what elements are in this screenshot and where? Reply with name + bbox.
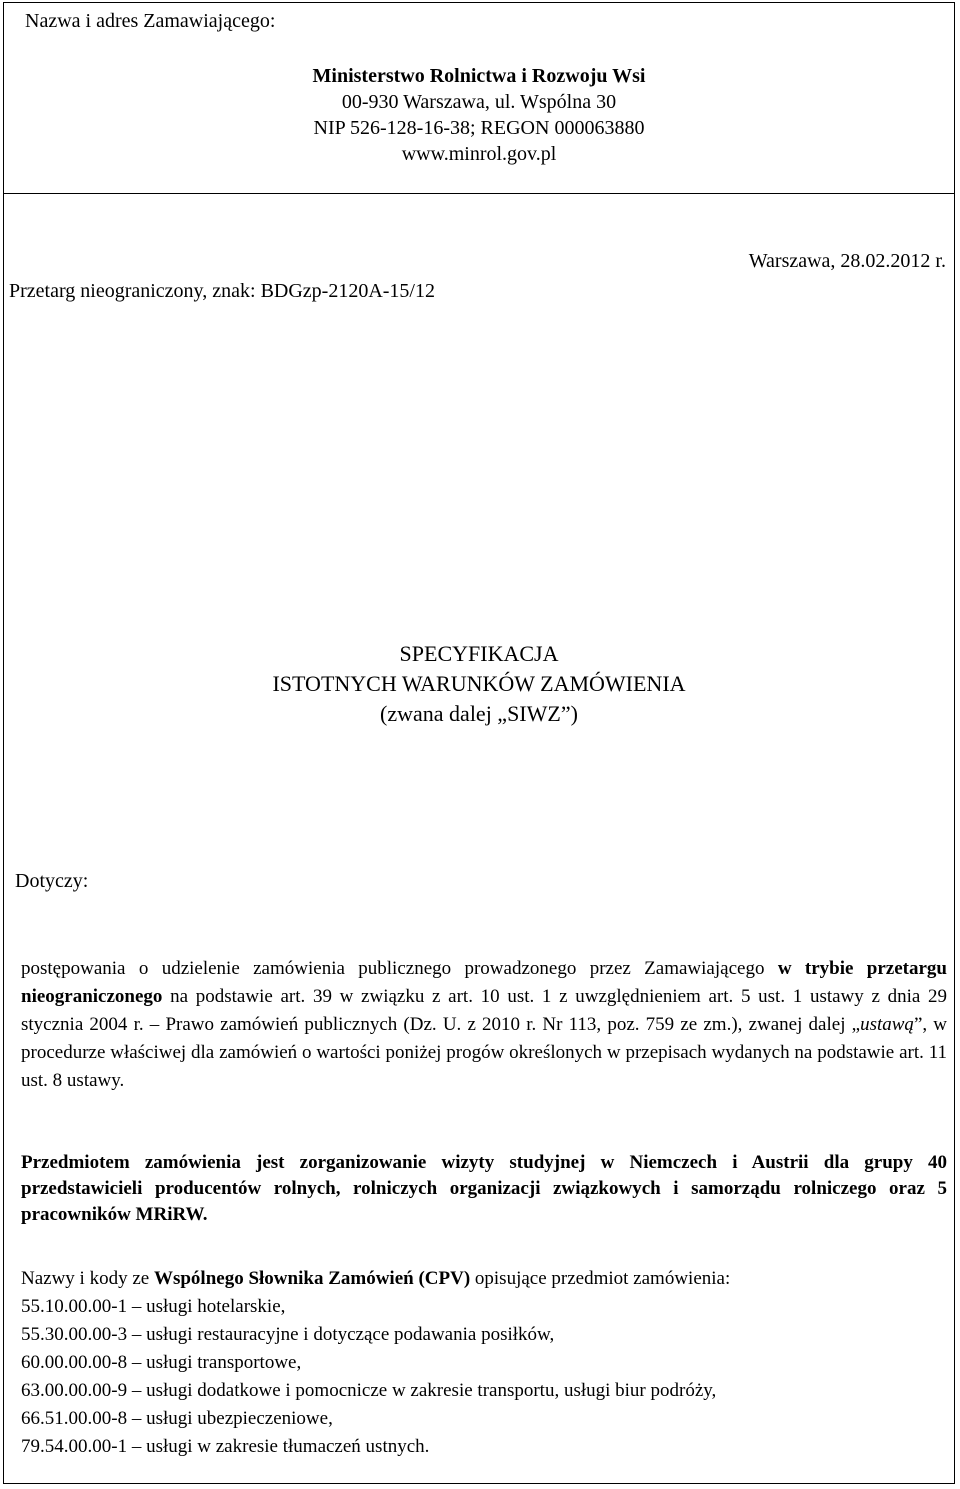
cpv-item: 63.00.00.00-9 – usługi dodatkowe i pomocnicze w zakresie transportu, usługi biur podróży, bbox=[21, 1380, 717, 1401]
procedure-mode: w trybie przetargu nieograniczonego bbox=[21, 958, 947, 1007]
tender-reference: Przetarg nieograniczony, znak: BDGzp-2120A-15/12 bbox=[9, 280, 435, 302]
cpv-item: 66.51.00.00-8 – usługi ubezpieczeniowe, bbox=[21, 1408, 333, 1429]
authority-label: Nazwa i adres Zamawiającego: bbox=[25, 10, 276, 32]
authority-address: 00-930 Warszawa, ul. Wspólna 30 bbox=[341, 91, 617, 113]
cpv-section bbox=[21, 1265, 947, 1461]
document-page bbox=[3, 2, 955, 1484]
authority-website: www.minrol.gov.pl bbox=[401, 143, 557, 165]
subject-paragraph: Przedmiotem zamówienia jest zorganizowanie wizyty studyjnej w Niemczech i Austrii dla grupy 40 przedstawicieli producentów rolnych, rolniczych organizacji związkowych i samorządu rolniczego oraz 5 pracowników MRiRW. bbox=[21, 1152, 947, 1225]
cpv-item: 60.00.00.00-8 – usługi transportowe, bbox=[21, 1352, 302, 1373]
cpv-item: 79.54.00.00-1 – usługi w zakresie tłumaczeń ustnych. bbox=[21, 1436, 430, 1457]
authority-details bbox=[4, 63, 954, 167]
authority-ids: NIP 526-128-16-38; REGON 000063880 bbox=[313, 117, 645, 139]
cpv-item: 55.10.00.00-1 – usługi hotelarskie, bbox=[21, 1296, 286, 1317]
concerns-label: Dotyczy: bbox=[15, 870, 89, 892]
cpv-item: 55.30.00.00-3 – usługi restauracyjne i dotyczące podawania posiłków, bbox=[21, 1324, 555, 1345]
title-line-2: ISTOTNYCH WARUNKÓW ZAMÓWIENIA bbox=[272, 671, 686, 696]
procedure-text-1: postępowania o udzielenie zamówienia publicznego prowadzonego przez Zamawiającego bbox=[21, 958, 778, 979]
procedure-text-3: ”, w procedurze właściwej dla zamówień o wartości poniżej progów określonych w przepisach wydanych na podstawie art. 11 ust. 8 ustawy. bbox=[21, 1014, 948, 1091]
document-title bbox=[4, 639, 954, 729]
procedure-act-term: ustawą bbox=[860, 1014, 914, 1035]
contracting-authority-box bbox=[4, 3, 954, 194]
authority-name: Ministerstwo Rolnictwa i Rozwoju Wsi bbox=[312, 65, 646, 87]
title-line-1: SPECYFIKACJA bbox=[399, 641, 559, 666]
document-date: Warszawa, 28.02.2012 r. bbox=[748, 250, 946, 272]
title-line-3: (zwana dalej „SIWZ”) bbox=[380, 701, 578, 726]
procedure-paragraph bbox=[21, 955, 947, 1095]
procedure-text-2: na podstawie art. 39 w związku z art. 10 ust. 1 z uwzględnieniem art. 5 ust. 1 ustawy z dnia 29 stycznia 2004 r. – Prawo zamówień publicznych (Dz. U. z 2010 r. Nr 113, poz. 759 ze zm.), zwanej dalej „ bbox=[21, 986, 947, 1035]
cpv-intro: Nazwy i kody ze Wspólnego Słownika Zamówień (CPV) opisujące przedmiot zamówienia: bbox=[21, 1268, 731, 1289]
